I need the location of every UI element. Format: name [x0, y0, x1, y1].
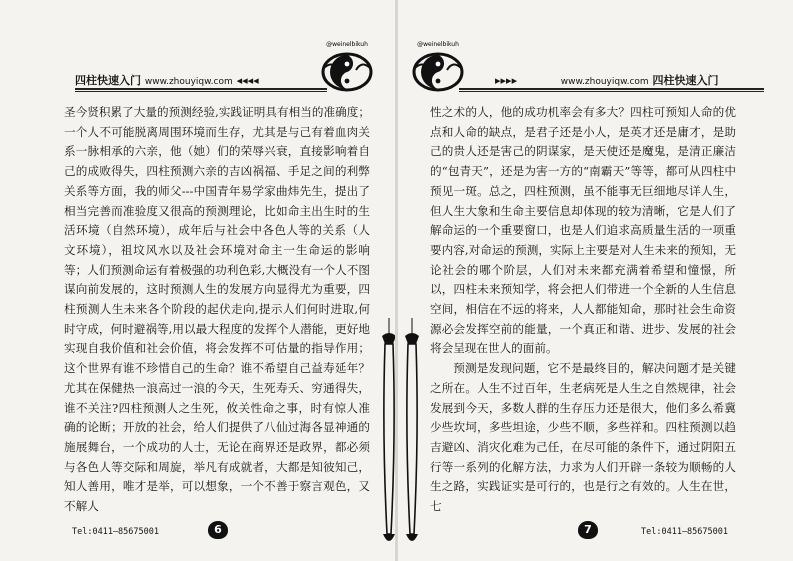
svg-text:@weinelbikuh: @weinelbikuh	[326, 41, 368, 48]
right-header-rule	[459, 88, 764, 90]
right-paragraph-1: 性之术的人，他的成功机率会有多大？四柱可预知人命的优点和人命的缺点，是君子还是小人，是英才还是庸才，是助己的贵人还是害己的阴谋家，是天使还是魔鬼，是清正廉洁的“包青天”，还是为害一方的“南霸天”等等，都可从四柱中预见一斑。总之，四柱预测，虽不能事无巨细地尽详人生，但人生大象和生命主要信息却体现的较为清晰，它是人们了解命运的一个重要窗口，也是人们追求高质量生活的一项重要内容,对命运的预测，实际上主要是对人生未来的预知，无论社会的哪个阶层，人们对未来都充满着希望和憧憬，所以，四柱未来预知学，将会把人们带进一个全新的人生信息空间，相信在不远的将来，人人都能知命，那时社会生命资源必会发挥空前的能量，一个真正和谐、进步、发展的社会将会呈现在世人的面前。	[430, 105, 736, 356]
left-header-arrows: ◂◂◂◂	[236, 74, 259, 87]
bagua-logo-icon	[407, 38, 469, 94]
left-header-rule-thin	[75, 91, 327, 92]
bagua-logo-icon	[316, 38, 378, 94]
right-page-number: 7	[578, 521, 598, 539]
svg-text:@weinelbikuh: @weinelbikuh	[417, 41, 459, 48]
right-header-rule-thin	[459, 91, 764, 92]
left-paragraph-1: 圣今贤积累了大量的预测经验,实践证明具有相当的准确度；一个人不可能脱离周围环境而生存，尤其是与己有着血肉关系一脉相承的六亲，他（她）们的荣辱兴衰，直接影响着自己的成败得失，四柱预测六亲的吉凶祸福、手足之间的利弊关系等方面，我的师父---中国青年易学家曲炜先生，提出了相当完善而准验度又很高的预测理论，比如命主出生时的生活环境（自然环境），成年后与社会中各色人等的关系（人文环境），祖坟风水以及社会环境对命主一生命运的影响等；人们预测命运有着极强的功利色彩,大概没有一个人不图谋向前发展的，这时预测人生的发展方向显得尤为重要，四柱预测人生未来各个阶段的起伏走向,提示人们何时进取,何时守成，何时避祸等,用以最大程度的发挥个人潜能，更好地实现自我价值和社会价值，将会发挥不可估量的指导作用；这个世界有谁不珍惜自己的生命？谁不希望自己益寿延年？尤其在保健热一浪高过一浪的今天，生死寿夭、穷通得失，谁不关注?四柱预测人之生死，攸关性命之事，时有惊人准确的论断；开放的社会，给人们提供了八仙过海各显神通的施展舞台，一个成功的人士，无论在商界还是政界，都必须与各色人等交际和周旋，举凡有成就者，大都是知彼知己，知人善用，唯才是举，可以想象，一个不善于察言观色，又不解人	[64, 105, 370, 514]
right-header-url: www.zhouyiqw.com	[560, 77, 649, 87]
right-header-title: 四柱快速入门	[652, 74, 719, 87]
right-header	[495, 72, 719, 88]
right-body-text	[430, 103, 736, 517]
left-page-number: 6	[208, 521, 228, 539]
right-paragraph-2: 预测是发现问题，它不是最终目的，解决问题才是关键之所在。人生不过百年，生老病死是人生之自然规律，社会发展到今天，多数人群的生存压力还是很大，他们多么希冀少些坎坷，多些坦途，少些不顺，多些祥和。四柱预测以趋吉避凶、消灾化难为己任，在尽可能的条件下，通过阴阳五行等一系列的化解方法，力求为人们开辟一条较为顺畅的人生之路，实践证实是可行的，也是行之有效的。人生在世，七	[430, 361, 736, 514]
right-page	[397, 0, 793, 561]
left-footer-tel: Tel:0411—85675001	[72, 527, 159, 537]
left-header-url: www.zhouyiqw.com	[144, 77, 233, 87]
left-page	[0, 0, 396, 561]
hanging-lantern-icon	[397, 318, 427, 554]
left-header-rule	[75, 88, 327, 90]
left-body-text	[64, 103, 370, 517]
right-header-arrows: ▸▸▸▸	[495, 74, 518, 87]
left-header	[75, 72, 259, 88]
left-header-title: 四柱快速入门	[75, 74, 141, 87]
right-footer-tel: Tel:0411—85675001	[641, 527, 728, 537]
hanging-lantern-icon	[374, 318, 396, 554]
